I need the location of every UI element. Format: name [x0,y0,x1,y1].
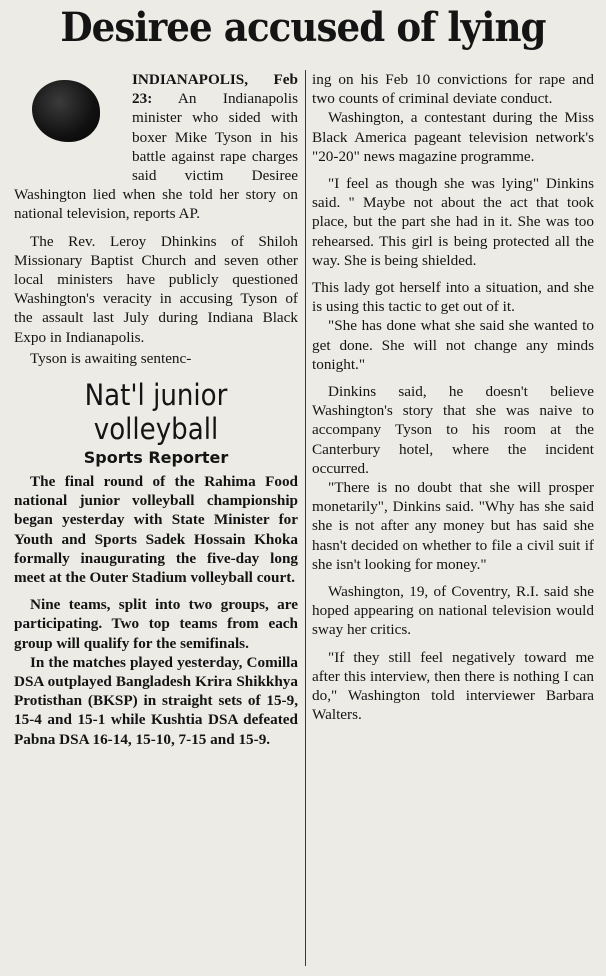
story-paragraph: Washington, a contestant during the Miss Black America pageant television network's "20-20" news magazine programme. [312,109,594,165]
story-lead-text: An Indianapolis minister who sided with boxer Mike Tyson in his battle against rape charges said victim Desiree Washington lied when she told her story on national television, reports AP. [14,90,298,223]
portrait-photo [32,80,100,142]
story-paragraph: The final round of the Rahima Food national junior volleyball championship began yesterday with State Minister for Youth and Sports Sadek Hossain Khoka formally inaugurating the five-day long meet at the Outer Stadium volleyball court. [14,473,298,587]
story-paragraph: This lady got herself into a situation, and she is using this tactic to get out of it. [312,279,594,316]
continued-text: Tyson is awaiting sentenc- [30,349,192,367]
story-paragraph: "There is no doubt that she will prosper monetarily", Dinkins said. "Why has she said she is not after any money but has said she hasn't decided on whether to file a civil suit if she isn't looking for money." [312,479,594,573]
story-paragraph: The Rev. Leroy Dhinkins of Shiloh Missionary Baptist Church and seven other local ministers have publicly questioned Washington's veracity in accusing Tyson of the assault last July during Indiana Black Expo in Indianapolis. [14,232,298,346]
story-paragraph: "She has done what she said she wanted to get done. She will not change any minds tonight." [312,317,594,373]
headline: Desiree accused of lying [60,4,546,51]
right-column [312,70,594,725]
column-divider [305,70,306,966]
sports-story-body [14,472,298,749]
story-paragraph: "I feel as though she was lying" Dinkins said. " Maybe not about the act that took place, but the part she had in it. She was too rehearsed. This girl is being protected all the way. She is being shielded. [312,175,594,269]
sub-headline: Nat'l junior volleyball [84,378,228,447]
story-paragraph: ing on his Feb 10 convictions for rape and two counts of criminal deviate conduct. [312,71,594,108]
story-paragraph: Washington, 19, of Coventry, R.I. said she hoped appearing on national television would sway her critics. [312,583,594,639]
left-column [14,70,298,749]
story-paragraph: "If they still feel negatively toward me after this interview, then there is nothing I can do," Washington told interviewer Barbara Walters. [312,648,594,724]
story-paragraph [14,349,298,368]
story-paragraph: Dinkins said, he doesn't believe Washington's story that she was naive to accompany Tyson to his room at the Canterbury hotel, where the incident occurred. [312,383,594,477]
dateline: INDIANAPOLIS, Feb 23: [132,71,298,108]
story-paragraph: Nine teams, split into two groups, are participating. Two top teams from each group will qualify for the semifinals. [14,596,298,652]
story-paragraph: In the matches played yesterday, Comilla DSA outplayed Bangladesh Krira Shikkhya Protisthan (BKSP) in straight sets of 15-9, 15-4 and 15-1 while Kushtia DSA defeated Pabna DSA 16-14, 15-10, 7-15 and 15-9. [14,653,298,748]
byline: Sports Reporter [83,448,229,468]
photo-frame [12,70,126,166]
